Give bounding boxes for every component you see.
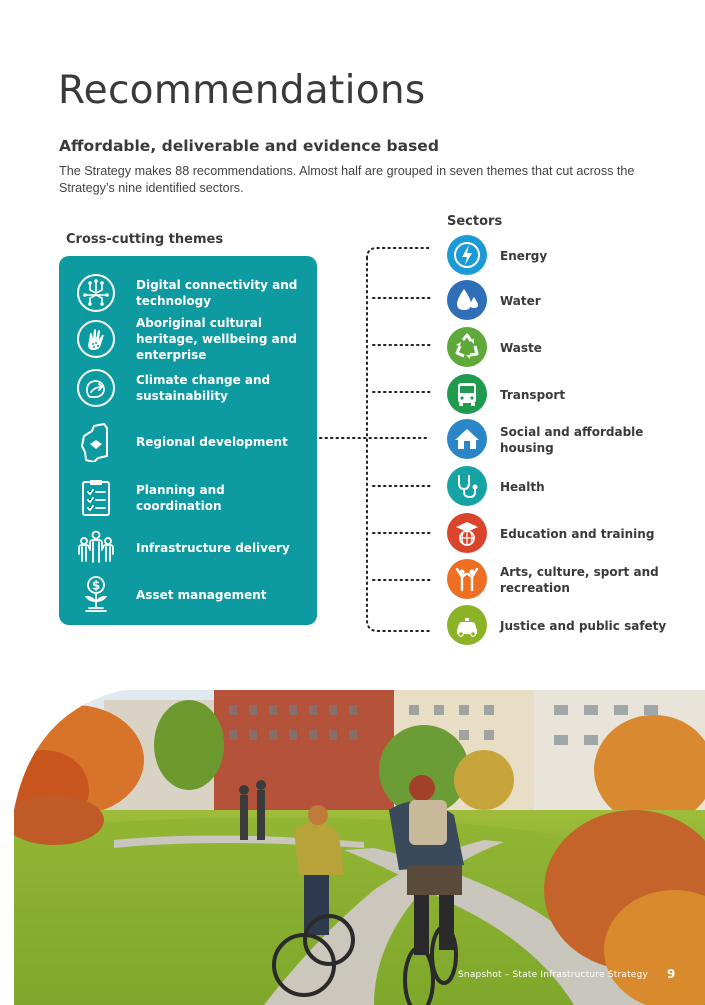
section-subtitle: Affordable, deliverable and evidence based: [59, 137, 439, 155]
theme-climate-change: [59, 366, 317, 410]
money-plant-icon: [76, 575, 116, 615]
climate-icon: [76, 368, 116, 408]
theme-label: Asset management: [136, 588, 267, 602]
sector-education: [447, 513, 687, 555]
theme-planning-coordination: [59, 476, 317, 520]
wa-map-icon: [76, 422, 116, 462]
sector-label: Water: [500, 294, 541, 308]
sector-label: Health: [500, 480, 545, 494]
theme-infrastructure-delivery: [59, 526, 317, 570]
sector-label: Transport: [500, 388, 566, 402]
bus-icon: [447, 374, 487, 414]
lightning-icon: [447, 235, 487, 275]
theme-label: Aboriginal cultural heritage, wellbeing and enterprise: [136, 316, 297, 362]
theme-regional-development: [59, 420, 317, 464]
recycle-icon: [447, 327, 487, 367]
sector-waste: [447, 327, 687, 369]
svg-text:$: $: [91, 578, 101, 593]
sector-label: Arts, culture, sport and recreation: [500, 565, 659, 595]
sector-energy: [447, 235, 687, 277]
themes-heading: Cross-cutting themes: [66, 232, 224, 247]
theme-label: Planning and coordination: [136, 483, 225, 513]
themes-panel: [59, 256, 317, 625]
intro-paragraph: The Strategy makes 88 recommendations. Almost half are grouped in seven themes that cut across the Strategy’s nine identified sectors.: [59, 164, 635, 195]
sector-label: Social and affordable housing: [500, 425, 644, 455]
cyclists-photo: [14, 690, 705, 1005]
sector-label: Justice and public safety: [500, 619, 667, 633]
sector-housing: [447, 419, 687, 461]
sector-transport: [447, 374, 687, 416]
sector-label: Education and training: [500, 527, 655, 541]
sector-label: Waste: [500, 341, 542, 355]
graduation-globe-icon: [447, 513, 487, 553]
sector-arts: [447, 559, 687, 601]
theme-label: Digital connectivity and technology: [136, 278, 298, 308]
clipboard-icon: [76, 478, 116, 518]
people-icon: [76, 528, 116, 568]
sector-health: [447, 466, 687, 508]
circuit-icon: [76, 273, 116, 313]
house-icon: [447, 419, 487, 459]
footer-title: Snapshot – State Infrastructure Strategy: [458, 970, 648, 980]
police-car-icon: [447, 605, 487, 645]
page-number: 9: [667, 967, 676, 981]
people-arms-up-icon: [447, 559, 487, 599]
theme-label: Regional development: [136, 435, 288, 449]
park-scene-illustration: [14, 690, 705, 1005]
hand-icon: [76, 319, 116, 359]
page-title: Recommendations: [58, 68, 426, 113]
sector-label: Energy: [500, 249, 548, 263]
theme-digital-connectivity: [59, 271, 317, 315]
sectors-heading: Sectors: [447, 214, 503, 229]
theme-label: Climate change and sustainability: [136, 373, 271, 403]
theme-asset-management: [59, 573, 317, 617]
sector-water: [447, 280, 687, 322]
theme-label: Infrastructure delivery: [136, 541, 290, 555]
stethoscope-icon: [447, 466, 487, 506]
theme-aboriginal-heritage: [59, 317, 317, 361]
sector-justice: [447, 605, 687, 647]
water-drop-icon: [447, 280, 487, 320]
